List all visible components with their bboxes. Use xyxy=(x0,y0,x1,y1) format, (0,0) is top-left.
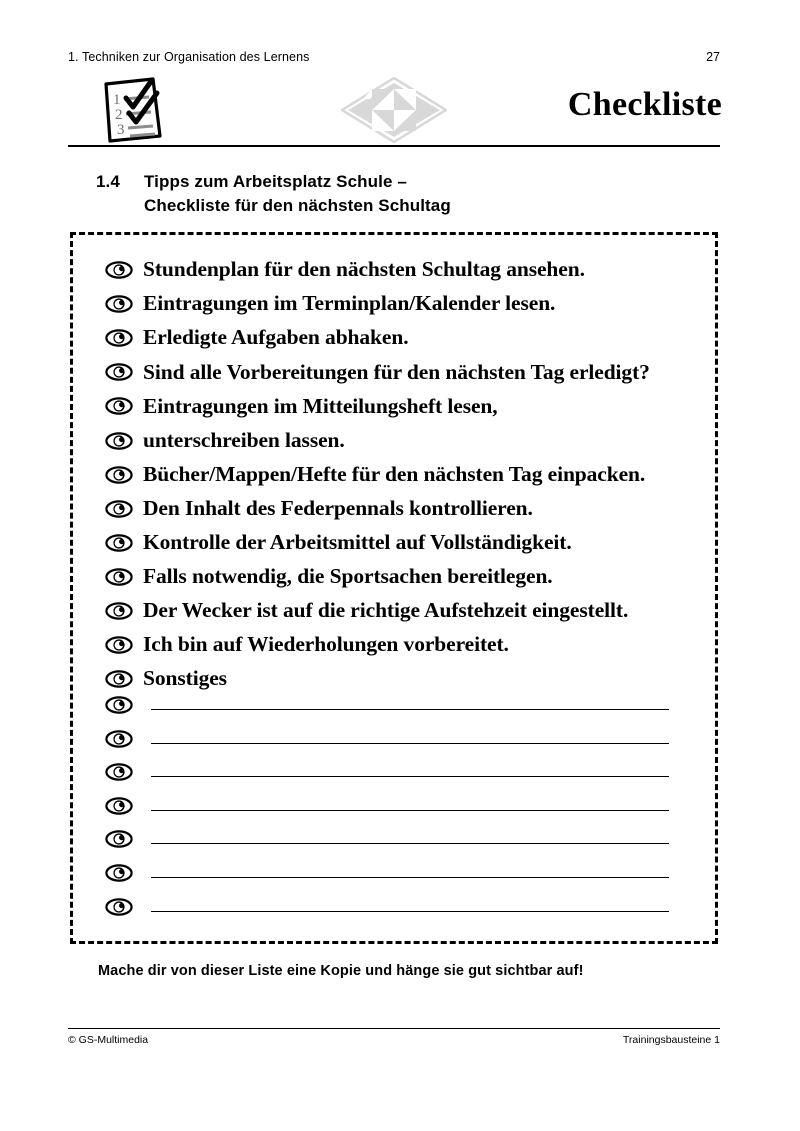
eye-icon xyxy=(105,797,133,815)
footer-instruction: Mache dir von dieser Liste eine Kopie und hänge sie gut sichtbar auf! xyxy=(98,963,584,979)
eye-icon xyxy=(105,602,133,620)
svg-text:2: 2 xyxy=(115,107,123,123)
eye-icon xyxy=(105,636,133,654)
eye-icon xyxy=(105,466,133,484)
checklist-item-label: unterschreiben lassen. xyxy=(143,427,345,452)
eye-icon xyxy=(105,295,133,313)
subheading-number: 1.4 xyxy=(96,172,120,191)
checklist-item[interactable] xyxy=(105,492,685,526)
eye-icon xyxy=(105,329,133,347)
checklist-item[interactable] xyxy=(105,526,685,560)
checklist-item[interactable] xyxy=(105,628,685,662)
checklist-item[interactable] xyxy=(105,389,685,423)
page-number: 27 xyxy=(706,50,720,64)
write-in-line[interactable] xyxy=(151,743,669,744)
checklist-item-label: Bücher/Mappen/Hefte für den nächsten Tag einpacken. xyxy=(143,461,646,486)
copyright-text: © GS-Multimedia xyxy=(68,1034,149,1046)
subheading-line-1: Tipps zum Arbeitsplatz Schule – xyxy=(144,172,407,191)
checklist-item[interactable] xyxy=(105,321,685,355)
eye-icon xyxy=(105,763,133,781)
checklist-item-label: Der Wecker ist auf die richtige Aufstehzeit eingestellt. xyxy=(143,598,629,623)
write-in-line[interactable] xyxy=(151,810,669,811)
eye-icon xyxy=(105,696,133,714)
checklist-item-label: Eintragungen im Terminplan/Kalender lesen. xyxy=(143,291,556,316)
diamond-pinwheel-ornament xyxy=(341,77,447,143)
page-footer xyxy=(68,1034,720,1050)
checklist-item[interactable] xyxy=(105,594,685,628)
blank-write-in-rows xyxy=(105,695,685,930)
eye-icon xyxy=(105,397,133,415)
checklist-items xyxy=(105,253,685,696)
write-in-line[interactable] xyxy=(151,776,669,777)
svg-text:3: 3 xyxy=(117,122,125,138)
checklist-item[interactable] xyxy=(105,662,685,696)
checklist-item-label: Sonstiges xyxy=(143,666,227,691)
checklist-item[interactable] xyxy=(105,560,685,594)
checklist-item[interactable] xyxy=(105,355,685,389)
write-in-line[interactable] xyxy=(151,877,669,878)
svg-text:1: 1 xyxy=(113,92,121,108)
checklist-item-label: Erledigte Aufgaben abhaken. xyxy=(143,325,409,350)
checklist-item[interactable] xyxy=(105,287,685,321)
header-divider xyxy=(68,145,720,147)
page-title: Checkliste xyxy=(567,86,722,123)
subheading-line-2: Checkliste für den nächsten Schultag xyxy=(144,196,451,215)
checklist-item-label: Eintragungen im Mitteilungsheft lesen, xyxy=(143,393,498,418)
checklist-item[interactable] xyxy=(105,458,685,492)
page-header xyxy=(68,50,720,70)
blank-line-row[interactable] xyxy=(105,796,685,830)
write-in-line[interactable] xyxy=(151,843,669,844)
blank-line-row[interactable] xyxy=(105,762,685,796)
checklist-item[interactable] xyxy=(105,423,685,457)
checklist-item-label: Stundenplan für den nächsten Schultag ansehen. xyxy=(143,257,585,282)
footer-divider xyxy=(68,1028,720,1029)
blank-line-row[interactable] xyxy=(105,829,685,863)
checklist-item-label: Sind alle Vorbereitungen für den nächsten Tag erledigt? xyxy=(143,359,650,384)
eye-icon xyxy=(105,363,133,381)
eye-icon xyxy=(105,864,133,882)
checklist-item[interactable] xyxy=(105,253,685,287)
eye-icon xyxy=(105,261,133,279)
blank-line-row[interactable] xyxy=(105,897,685,931)
eye-icon xyxy=(105,830,133,848)
checklist-item-label: Kontrolle der Arbeitsmittel auf Vollständigkeit. xyxy=(143,529,572,554)
checklist-item-label: Falls notwendig, die Sportsachen bereitlegen. xyxy=(143,564,553,589)
eye-icon xyxy=(105,670,133,688)
blank-line-row[interactable] xyxy=(105,729,685,763)
eye-icon xyxy=(105,432,133,450)
eye-icon xyxy=(105,500,133,518)
write-in-line[interactable] xyxy=(151,709,669,710)
checklist-item-label: Den Inhalt des Federpennals kontrollieren. xyxy=(143,495,533,520)
blank-line-row[interactable] xyxy=(105,863,685,897)
subheading xyxy=(96,170,696,218)
eye-icon xyxy=(105,730,133,748)
clipboard-checklist-icon xyxy=(93,76,173,144)
write-in-line[interactable] xyxy=(151,911,669,912)
eye-icon xyxy=(105,534,133,552)
checklist-item-label: Ich bin auf Wiederholungen vorbereitet. xyxy=(143,632,509,657)
series-text: Trainingsbausteine 1 xyxy=(622,1034,720,1046)
chapter-title: 1. Techniken zur Organisation des Lernens xyxy=(68,50,310,64)
eye-icon xyxy=(105,568,133,586)
eye-icon xyxy=(105,898,133,916)
blank-line-row[interactable] xyxy=(105,695,685,729)
